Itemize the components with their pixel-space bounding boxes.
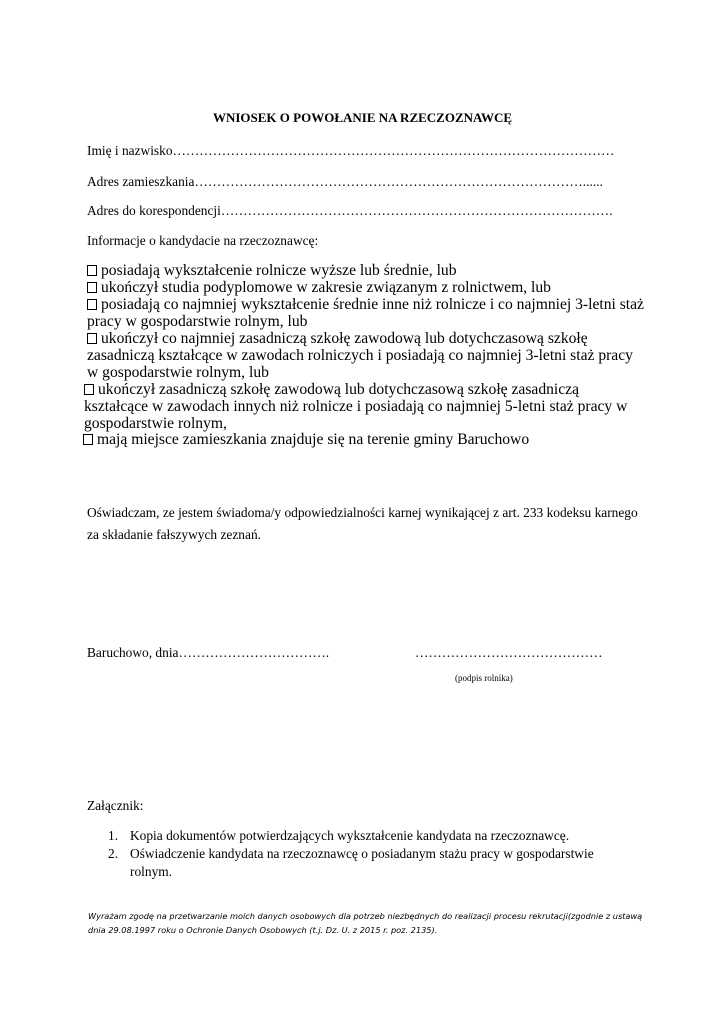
option-3	[87, 296, 647, 330]
checkbox[interactable]	[87, 282, 97, 293]
address-field: Adres zamieszkania……………………………………………………………………………......	[87, 174, 603, 189]
checkbox[interactable]	[87, 299, 97, 310]
option-label: posiadają co najmniej wykształcenie średnie inne niż rolnicze i co najmniej 3-letni staż pracy w gospodarstwie rolnym, lub	[87, 296, 644, 330]
attachment-number: 2.	[108, 846, 119, 861]
correspondence-field: Adres do korespondencji…………………………………………………………………………….	[87, 203, 613, 218]
declaration-text: Oświadczam, ze jestem świadoma/y odpowiedzialności karnej wynikającej z art. 233 kodeksu karnego za składanie fałszywych zeznań.	[87, 505, 638, 542]
option-1	[87, 262, 647, 279]
option-label: posiadają wykształcenie rolnicze wyższe lub średnie, lub	[101, 262, 457, 279]
document-title: WNIOSEK O POWOŁANIE NA RZECZOZNAWCĘ	[212, 110, 513, 125]
option-label: ukończył zasadniczą szkołę zawodową lub dotychczasową szkołę zasadniczą kształcące w zawodach innych niż rolnicze i posiadają co najmniej 5-letni staż pracy w gospodarstwie rolnym,	[84, 381, 628, 432]
checkbox[interactable]	[84, 384, 94, 395]
consent-footer: Wyrażam zgodę na przetwarzanie moich danych osobowych dla potrzeb niezbędnych do realizacji procesu rekrutacji(zgodnie z ustawą dnia 29.08.1997 roku o Ochronie Danych Osobowych (t.j. Dz. U. z 2015 r. poz. 2135).	[88, 911, 643, 935]
attachment-number: 1.	[108, 828, 119, 843]
checkbox[interactable]	[83, 434, 93, 445]
option-4	[87, 330, 642, 381]
checkbox[interactable]	[87, 333, 97, 344]
option-label: mają miejsce zamieszkania znajduje się na terenie gminy Baruchowo	[97, 431, 530, 448]
name-field: Imię i nazwisko………………………………………………………………………………………	[87, 143, 615, 158]
signature-caption: (podpis rolnika)	[455, 673, 513, 683]
option-5	[84, 381, 644, 432]
place-date-line: Baruchowo, dnia…………………………….	[87, 645, 330, 660]
option-6	[83, 431, 643, 448]
attachments-heading: Załącznik:	[87, 798, 144, 813]
option-label: ukończył co najmniej zasadniczą szkołę zawodową lub dotychczasową szkołę zasadniczą kształcące w zawodach rolniczych i posiadają co najmniej 3-letni staż pracy w gospodarstwie rolnym, lub	[87, 330, 633, 381]
info-heading: Informacje o kandydacie na rzeczoznawcę:	[87, 233, 319, 248]
checkbox[interactable]	[87, 265, 97, 276]
attachment-item-1: Kopia dokumentów potwierdzających wykształcenie kandydata na rzeczoznawcę.	[130, 828, 570, 843]
attachment-item-2: Oświadczenie kandydata na rzeczoznawcę o posiadanym stażu pracy w gospodarstwie rolnym.	[130, 846, 594, 879]
signature-line: ……………………………………	[415, 645, 603, 660]
option-label: ukończył studia podyplomowe w zakresie związanym z rolnictwem, lub	[101, 279, 551, 296]
option-2	[87, 279, 647, 296]
